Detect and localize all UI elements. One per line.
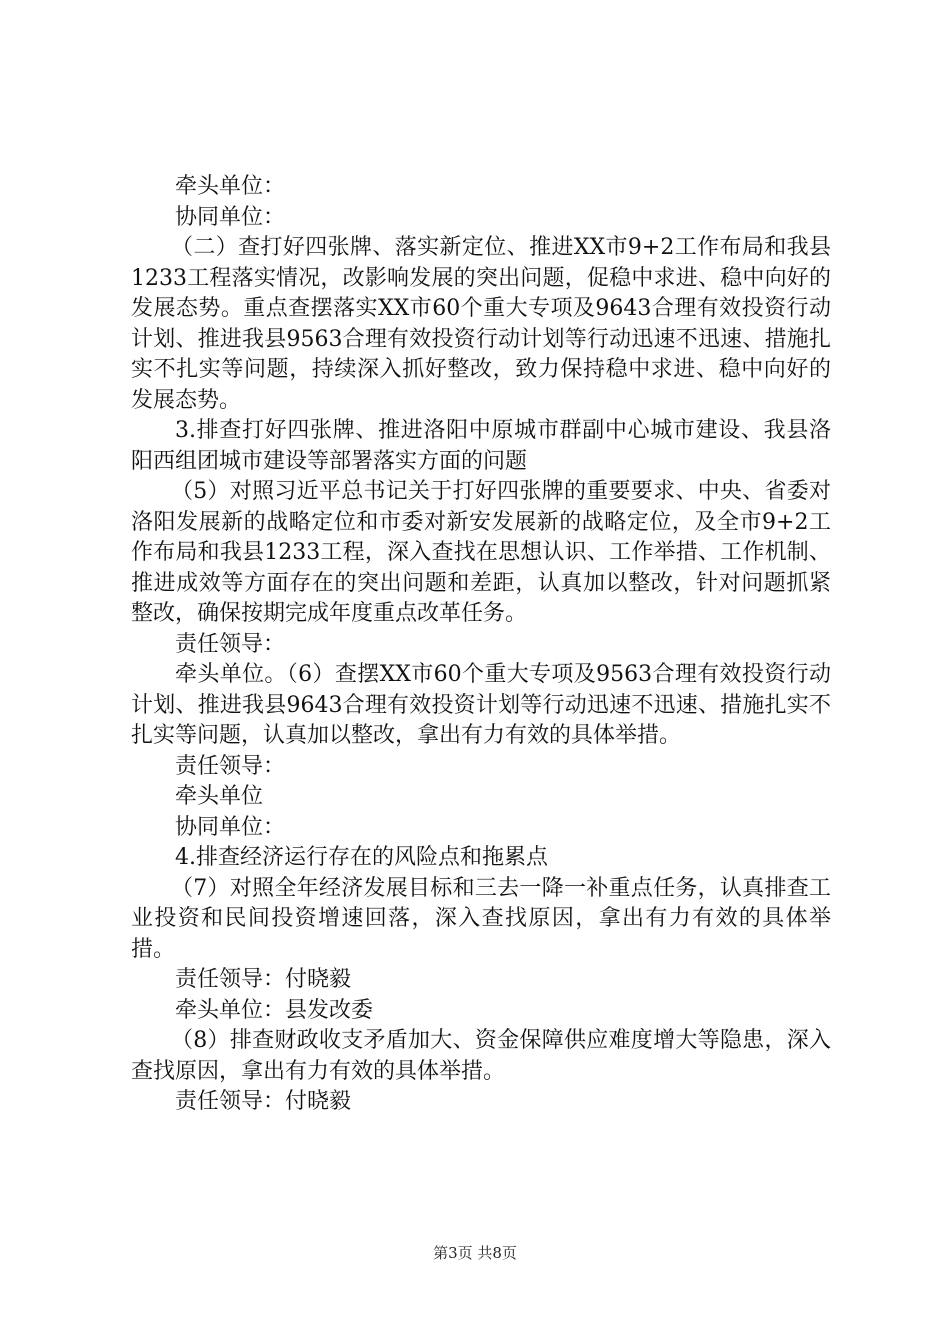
responsible-leader-line: 责任领导：: [175, 631, 286, 657]
cooperating-unit-line: 协同单位：: [175, 204, 286, 230]
responsible-leader-line: 责任领导：付晓毅: [175, 1089, 352, 1114]
item-4-heading: 4.排查经济运行存在的风险点和拖累点: [175, 845, 548, 870]
responsible-leader-line: 责任领导：付晓毅: [175, 967, 352, 992]
document-body: [131, 172, 831, 1118]
item-6-paragraph: 牵头单位。（6）查摆XX市60个重大专项及9563合理有效投资行动计划、推进我县9643合理有效投资计划等行动迅速不迅速、措施扎实不扎实等问题，认真加以整改，拿出有力有效的具体举措。: [131, 662, 831, 748]
item-8-paragraph: （8）排查财政收支矛盾加大、资金保障供应难度增大等隐患，深入查找原因，拿出有力有效的具体举措。: [131, 1028, 831, 1084]
lead-unit-line: 牵头单位: [175, 784, 264, 809]
responsible-leader-line: 责任领导：: [175, 753, 286, 779]
page-number-footer: 第3页 共8页: [433, 1244, 517, 1262]
item-5-paragraph: （5）对照习近平总书记关于打好四张牌的重要要求、中央、省委对洛阳发展新的战略定位和市委对新安发展新的战略定位，及全市9+2工作布局和我县1233工程，深入查找在思想认识、工作举措、工作机制、推进成效等方面存在的突出问题和差距，认真加以整改，针对问题抓紧整改，确保按期完成年度重点改革任务。: [131, 479, 831, 626]
item-3-heading: 3.排查打好四张牌、推进洛阳中原城市群副中心城市建设、我县洛阳西组团城市建设等部署落实方面的问题: [131, 418, 831, 474]
section-two-paragraph: （二）查打好四张牌、落实新定位、推进XX市9+2工作布局和我县1233工程落实情况，改影响发展的突出问题，促稳中求进、稳中向好的发展态势。重点查摆落实XX市60个重大专项及9643合理有效投资行动计划、推进我县9563合理有效投资行动计划等行动迅速不迅速、措施扎实不扎实等问题，持续深入抓好整改，致力保持稳中求进、稳中向好的发展态势。: [131, 235, 831, 413]
cooperating-unit-line: 协同单位：: [175, 814, 286, 840]
item-7-paragraph: （7）对照全年经济发展目标和三去一降一补重点任务，认真排查工业投资和民间投资增速回落，深入查找原因，拿出有力有效的具体举措。: [131, 875, 831, 962]
lead-unit-line: 牵头单位：: [175, 174, 286, 199]
lead-unit-line: 牵头单位：县发改委: [175, 997, 374, 1023]
